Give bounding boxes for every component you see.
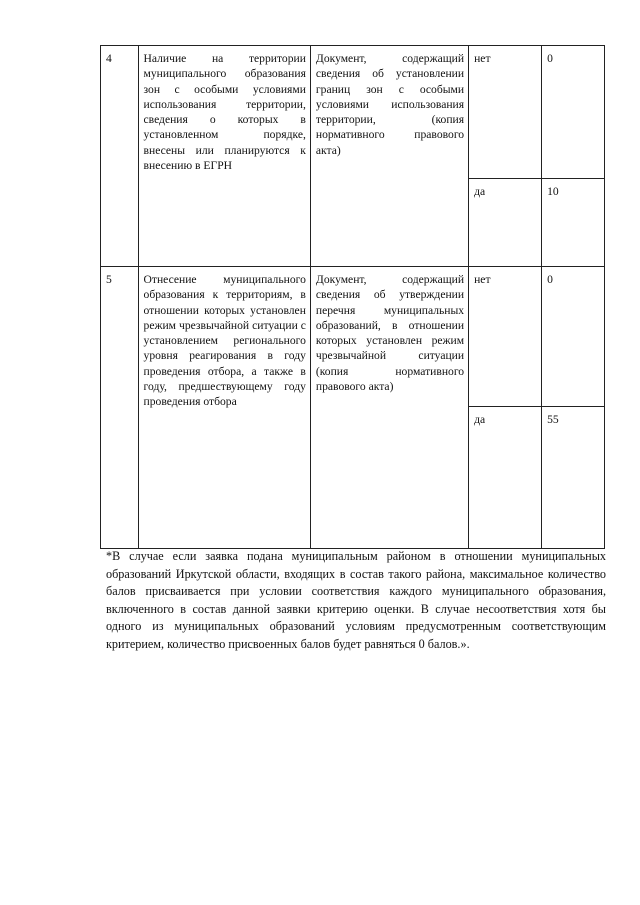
score-cell: 0 (542, 46, 605, 179)
row-number: 5 (101, 267, 139, 549)
answer-cell: нет (469, 46, 542, 179)
criterion-text: Отнесение муниципального образования к территориям, в отношении которых установлен режим чрезвычайной ситуации с установлением регионального уровня реагирования в году проведения отбора, а также в году, предшествующему году проведения отбора (138, 267, 310, 549)
document-text: Документ, содержащий сведения об установлении границ зон с особыми условиями использования территории, (копия нормативного правового акта) (310, 46, 468, 267)
score-cell: 10 (542, 179, 605, 267)
score-cell: 55 (542, 407, 605, 549)
footnote: *В случае если заявка подана муниципальным районом в отношении муниципальных образований Иркутской области, входящих в состав такого района, максимальное количество балов присваивается при условии соответствия каждого муниципального образования, включенного в состав данной заявки критерию оценки. В случае несоответствия хотя бы одного из муниципальных образований условиям предусмотренным соответствующим критерием, количество присвоенных балов будет равняться 0 балов.». (106, 549, 606, 651)
criteria-table (100, 45, 605, 549)
answer-cell: да (469, 407, 542, 549)
score-cell: 0 (542, 267, 605, 407)
answer-cell: нет (469, 267, 542, 407)
row-number: 4 (101, 46, 139, 267)
table-row-5-no (101, 267, 605, 407)
answer-cell: да (469, 179, 542, 267)
criterion-text: Наличие на территории муниципального образования зон с особыми условиями использования территории, сведения о которых в установленном порядке, внесены или планируются к внесению в ЕГРН (138, 46, 310, 267)
document-text: Документ, содержащий сведения об утверждении перечня муниципальных образований, в отношении которых установлен режим чрезвычайной ситуации (копия нормативного правового акта) (310, 267, 468, 549)
table-row-4-no (101, 46, 605, 179)
